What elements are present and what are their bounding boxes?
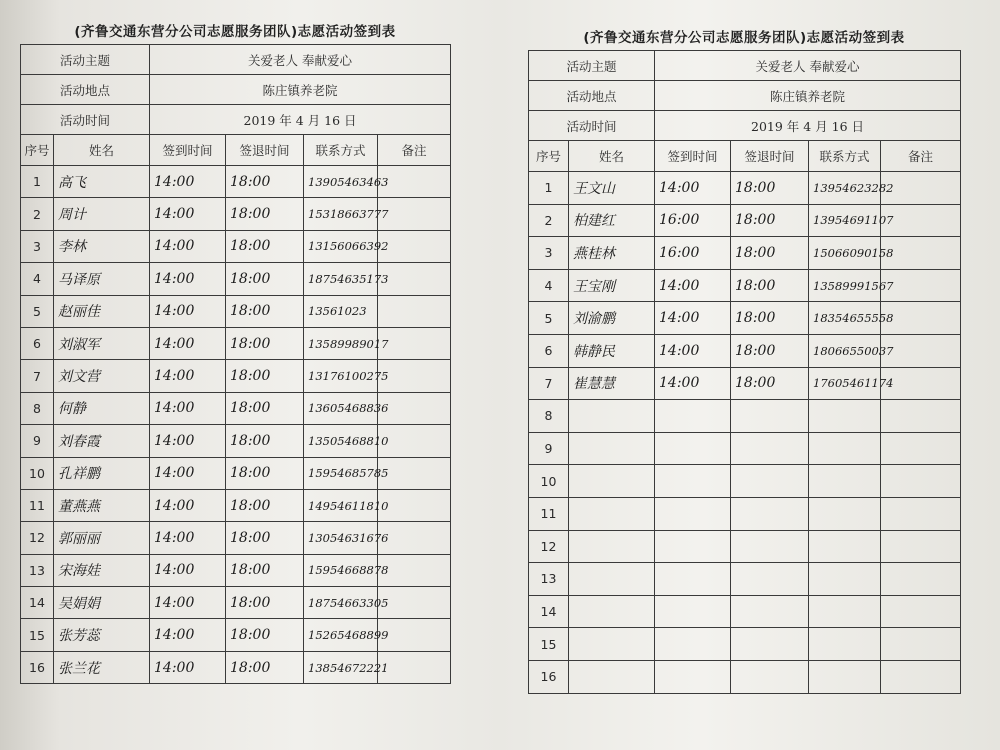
row-number: 2 xyxy=(21,198,54,230)
column-header: 姓名 xyxy=(54,135,150,166)
table-row xyxy=(21,360,451,392)
info-value: 陈庄镇养老院 xyxy=(150,75,451,105)
table-row xyxy=(529,367,961,400)
sheet-title: (齐鲁交通东营分公司志愿服务团队)志愿活动签到表 xyxy=(74,24,396,40)
sign-in-time: 14:00 xyxy=(150,522,226,554)
contact-phone xyxy=(809,400,881,433)
contact-phone: 17605461174 xyxy=(809,367,881,400)
table-row xyxy=(21,295,451,327)
sign-out-time: 18:00 xyxy=(731,237,809,270)
sign-in-time: 14:00 xyxy=(655,334,731,367)
sign-in-time: 14:00 xyxy=(150,263,226,295)
sign-out-time: 18:00 xyxy=(731,172,809,205)
signature-name: 柏建红 xyxy=(569,204,655,237)
table-row xyxy=(529,269,961,302)
remark xyxy=(881,628,961,661)
remark xyxy=(881,530,961,563)
info-row xyxy=(529,51,961,81)
contact-phone: 18754663305 xyxy=(304,587,378,619)
table-row xyxy=(529,432,961,465)
row-number: 7 xyxy=(529,367,569,400)
left-signin-sheet xyxy=(20,20,450,740)
contact-phone xyxy=(809,530,881,563)
column-header: 备注 xyxy=(881,141,961,172)
table-row xyxy=(529,204,961,237)
signature-name: 王文山 xyxy=(569,172,655,205)
sign-out-time xyxy=(731,497,809,530)
row-number: 6 xyxy=(21,327,54,359)
table-row xyxy=(21,619,451,651)
sign-out-time xyxy=(731,628,809,661)
info-label: 活动地点 xyxy=(529,81,655,111)
signature-name: 刘渝鹏 xyxy=(569,302,655,335)
sign-in-time: 14:00 xyxy=(150,554,226,586)
sign-in-time: 14:00 xyxy=(150,166,226,198)
signature-name xyxy=(569,660,655,693)
sign-in-time xyxy=(655,563,731,596)
sign-in-time: 14:00 xyxy=(150,295,226,327)
table-row xyxy=(529,595,961,628)
row-number: 4 xyxy=(529,269,569,302)
sign-in-time: 14:00 xyxy=(655,302,731,335)
info-row xyxy=(529,111,961,141)
sign-out-time xyxy=(731,660,809,693)
sign-out-time xyxy=(731,400,809,433)
row-number: 7 xyxy=(21,360,54,392)
signature-name: 马译原 xyxy=(54,263,150,295)
contact-phone xyxy=(809,432,881,465)
sign-in-time xyxy=(655,660,731,693)
sign-out-time: 18:00 xyxy=(731,302,809,335)
column-header: 签到时间 xyxy=(655,141,731,172)
row-number: 3 xyxy=(21,230,54,262)
row-number: 14 xyxy=(529,595,569,628)
contact-phone: 15265468899 xyxy=(304,619,378,651)
row-number: 3 xyxy=(529,237,569,270)
contact-phone: 13176100275 xyxy=(304,360,378,392)
sign-out-time: 18:00 xyxy=(226,425,304,457)
row-number: 10 xyxy=(529,465,569,498)
sign-in-time xyxy=(655,497,731,530)
contact-phone: 13505468810 xyxy=(304,425,378,457)
column-header: 签退时间 xyxy=(731,141,809,172)
sign-out-time: 18:00 xyxy=(226,651,304,683)
contact-phone: 13589991567 xyxy=(809,269,881,302)
sign-in-time: 14:00 xyxy=(150,489,226,521)
signature-name: 郭丽丽 xyxy=(54,522,150,554)
sheet-title: (齐鲁交通东营分公司志愿服务团队)志愿活动签到表 xyxy=(583,30,905,46)
row-number: 16 xyxy=(529,660,569,693)
sign-in-time: 14:00 xyxy=(655,172,731,205)
info-row xyxy=(529,81,961,111)
sign-in-time: 14:00 xyxy=(150,587,226,619)
header-row xyxy=(21,135,451,166)
header-row xyxy=(529,141,961,172)
sign-out-time xyxy=(731,563,809,596)
remark xyxy=(881,465,961,498)
sign-in-time: 14:00 xyxy=(150,327,226,359)
sign-out-time xyxy=(731,595,809,628)
row-number: 8 xyxy=(21,392,54,424)
remark xyxy=(881,432,961,465)
sign-out-time: 18:00 xyxy=(226,392,304,424)
column-header: 签退时间 xyxy=(226,135,304,166)
contact-phone: 13954623282 xyxy=(809,172,881,205)
signature-name xyxy=(569,400,655,433)
sign-in-time: 16:00 xyxy=(655,204,731,237)
sign-out-time: 18:00 xyxy=(226,198,304,230)
remark xyxy=(881,563,961,596)
table-row xyxy=(529,237,961,270)
sign-in-time: 14:00 xyxy=(150,651,226,683)
row-number: 1 xyxy=(21,166,54,198)
info-row xyxy=(21,45,451,75)
sign-out-time: 18:00 xyxy=(226,360,304,392)
table-row xyxy=(529,400,961,433)
info-value: 2019 年 4 月 16 日 xyxy=(150,105,451,135)
row-number: 5 xyxy=(21,295,54,327)
row-number: 10 xyxy=(21,457,54,489)
contact-phone xyxy=(809,628,881,661)
row-number: 8 xyxy=(529,400,569,433)
row-number: 9 xyxy=(529,432,569,465)
row-number: 5 xyxy=(529,302,569,335)
sign-in-time: 16:00 xyxy=(655,237,731,270)
row-number: 12 xyxy=(21,522,54,554)
right-signin-sheet xyxy=(528,26,960,726)
sign-in-time xyxy=(655,530,731,563)
row-number: 6 xyxy=(529,334,569,367)
table-row xyxy=(529,530,961,563)
signature-name: 赵丽佳 xyxy=(54,295,150,327)
info-label: 活动主题 xyxy=(529,51,655,81)
sign-out-time: 18:00 xyxy=(226,166,304,198)
sign-in-time xyxy=(655,628,731,661)
contact-phone: 15066090158 xyxy=(809,237,881,270)
sign-in-time xyxy=(655,465,731,498)
contact-phone xyxy=(809,660,881,693)
sign-out-time xyxy=(731,432,809,465)
table-row xyxy=(529,563,961,596)
sign-in-time: 14:00 xyxy=(150,392,226,424)
sheet-table xyxy=(20,44,451,684)
info-label: 活动时间 xyxy=(21,105,150,135)
table-row xyxy=(529,302,961,335)
sign-in-time: 14:00 xyxy=(150,198,226,230)
table-row xyxy=(21,392,451,424)
sign-in-time: 14:00 xyxy=(655,367,731,400)
row-number: 14 xyxy=(21,587,54,619)
signature-name: 吴娟娟 xyxy=(54,587,150,619)
signature-name: 崔慧慧 xyxy=(569,367,655,400)
sign-out-time: 18:00 xyxy=(731,269,809,302)
column-header: 联系方式 xyxy=(809,141,881,172)
sign-out-time: 18:00 xyxy=(226,587,304,619)
table-row xyxy=(21,489,451,521)
contact-phone: 14954611810 xyxy=(304,489,378,521)
info-label: 活动主题 xyxy=(21,45,150,75)
signature-name: 张芳蕊 xyxy=(54,619,150,651)
sign-out-time: 18:00 xyxy=(731,204,809,237)
signature-name xyxy=(569,628,655,661)
table-row xyxy=(21,263,451,295)
table-row xyxy=(21,166,451,198)
table-row xyxy=(529,465,961,498)
table-row xyxy=(529,497,961,530)
sign-out-time xyxy=(731,530,809,563)
signature-name: 周计 xyxy=(54,198,150,230)
row-number: 15 xyxy=(529,628,569,661)
sign-out-time: 18:00 xyxy=(226,619,304,651)
signature-name: 刘淑军 xyxy=(54,327,150,359)
contact-phone xyxy=(809,497,881,530)
table-row xyxy=(529,660,961,693)
signature-name xyxy=(569,465,655,498)
table-row xyxy=(21,587,451,619)
table-row xyxy=(21,651,451,683)
info-value: 2019 年 4 月 16 日 xyxy=(655,111,961,141)
contact-phone: 13156066392 xyxy=(304,230,378,262)
row-number: 2 xyxy=(529,204,569,237)
contact-phone: 13905463463 xyxy=(304,166,378,198)
signature-name: 董燕燕 xyxy=(54,489,150,521)
table-row xyxy=(21,522,451,554)
remark xyxy=(881,660,961,693)
column-header: 签到时间 xyxy=(150,135,226,166)
table-row xyxy=(21,457,451,489)
info-value: 关爱老人 奉献爱心 xyxy=(655,51,961,81)
row-number: 13 xyxy=(529,563,569,596)
contact-phone: 15954685785 xyxy=(304,457,378,489)
contact-phone: 13561023 xyxy=(304,295,378,327)
remark xyxy=(378,295,451,327)
row-number: 9 xyxy=(21,425,54,457)
signature-name: 李林 xyxy=(54,230,150,262)
sign-in-time: 14:00 xyxy=(150,457,226,489)
column-header: 联系方式 xyxy=(304,135,378,166)
column-header: 姓名 xyxy=(569,141,655,172)
sign-out-time xyxy=(731,465,809,498)
contact-phone: 13589989017 xyxy=(304,327,378,359)
sign-out-time: 18:00 xyxy=(226,522,304,554)
row-number: 16 xyxy=(21,651,54,683)
column-header: 序号 xyxy=(21,135,54,166)
sign-in-time xyxy=(655,400,731,433)
table-row xyxy=(21,327,451,359)
sign-out-time: 18:00 xyxy=(226,263,304,295)
table-row xyxy=(529,334,961,367)
row-number: 15 xyxy=(21,619,54,651)
contact-phone: 13605468836 xyxy=(304,392,378,424)
sheet-table xyxy=(528,50,961,694)
sign-out-time: 18:00 xyxy=(226,327,304,359)
row-number: 11 xyxy=(529,497,569,530)
contact-phone xyxy=(809,595,881,628)
table-row xyxy=(21,230,451,262)
signature-name: 何静 xyxy=(54,392,150,424)
row-number: 11 xyxy=(21,489,54,521)
sign-out-time: 18:00 xyxy=(731,367,809,400)
table-row xyxy=(21,425,451,457)
contact-phone: 13954691107 xyxy=(809,204,881,237)
sign-in-time xyxy=(655,595,731,628)
remark xyxy=(881,497,961,530)
table-row xyxy=(529,172,961,205)
signature-name: 高飞 xyxy=(54,166,150,198)
signature-name: 韩静民 xyxy=(569,334,655,367)
info-row xyxy=(21,75,451,105)
row-number: 4 xyxy=(21,263,54,295)
sign-out-time: 18:00 xyxy=(226,554,304,586)
info-label: 活动地点 xyxy=(21,75,150,105)
contact-phone: 13854672221 xyxy=(304,651,378,683)
row-number: 13 xyxy=(21,554,54,586)
contact-phone: 13054631676 xyxy=(304,522,378,554)
signature-name xyxy=(569,595,655,628)
signature-name: 宋海娃 xyxy=(54,554,150,586)
info-row xyxy=(21,105,451,135)
signature-name: 王宝刚 xyxy=(569,269,655,302)
sign-out-time: 18:00 xyxy=(731,334,809,367)
remark xyxy=(881,595,961,628)
contact-phone: 15954668878 xyxy=(304,554,378,586)
sign-out-time: 18:00 xyxy=(226,295,304,327)
info-label: 活动时间 xyxy=(529,111,655,141)
sign-in-time: 14:00 xyxy=(150,360,226,392)
table-row xyxy=(21,554,451,586)
signature-name: 刘文营 xyxy=(54,360,150,392)
contact-phone: 18754635173 xyxy=(304,263,378,295)
sign-in-time: 14:00 xyxy=(655,269,731,302)
signature-name: 张兰花 xyxy=(54,651,150,683)
row-number: 1 xyxy=(529,172,569,205)
contact-phone xyxy=(809,465,881,498)
sign-in-time xyxy=(655,432,731,465)
column-header: 序号 xyxy=(529,141,569,172)
signature-name: 孔祥鹏 xyxy=(54,457,150,489)
sign-in-time: 14:00 xyxy=(150,230,226,262)
signature-name xyxy=(569,530,655,563)
signature-name: 刘春霞 xyxy=(54,425,150,457)
contact-phone: 15318663777 xyxy=(304,198,378,230)
table-row xyxy=(529,628,961,661)
signature-name xyxy=(569,563,655,596)
column-header: 备注 xyxy=(378,135,451,166)
sign-in-time: 14:00 xyxy=(150,425,226,457)
sign-in-time: 14:00 xyxy=(150,619,226,651)
sign-out-time: 18:00 xyxy=(226,230,304,262)
contact-phone xyxy=(809,563,881,596)
info-value: 陈庄镇养老院 xyxy=(655,81,961,111)
signature-name xyxy=(569,432,655,465)
sign-out-time: 18:00 xyxy=(226,457,304,489)
table-row xyxy=(21,198,451,230)
signature-name xyxy=(569,497,655,530)
row-number: 12 xyxy=(529,530,569,563)
contact-phone: 18354655558 xyxy=(809,302,881,335)
info-value: 关爱老人 奉献爱心 xyxy=(150,45,451,75)
remark xyxy=(881,400,961,433)
signature-name: 燕桂林 xyxy=(569,237,655,270)
sign-out-time: 18:00 xyxy=(226,489,304,521)
contact-phone: 18066550037 xyxy=(809,334,881,367)
